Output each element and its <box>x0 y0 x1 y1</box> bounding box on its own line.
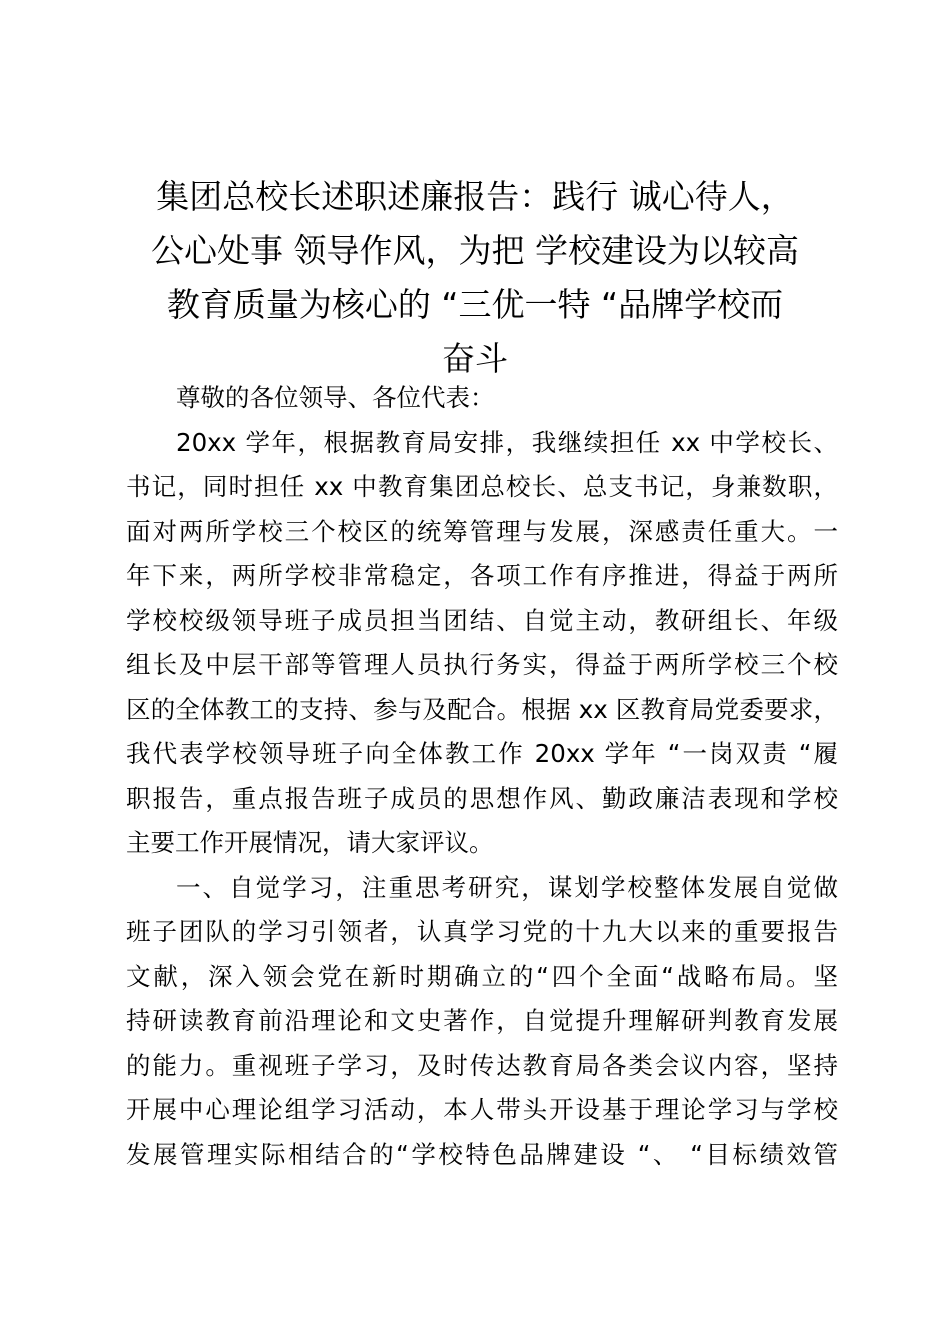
salutation-paragraph <box>126 376 838 421</box>
paragraph-2 <box>126 866 838 1178</box>
title-line: 公心处事 领导作风，为把 学校建设为以较高 <box>151 231 799 270</box>
salutation: 尊敬的各位领导、各位代表： <box>176 383 495 412</box>
title-line: 集团总校长述职述廉报告：践行 诚心待人， <box>156 177 794 216</box>
title-line: 教育质量为核心的 “三优一特 “品牌学校而 <box>166 285 784 324</box>
paragraph-line: 的能力。重视班子学习，及时传达教育局各类会议内容，坚持 <box>126 1050 838 1080</box>
paragraph-line: 组长及中层干部等管理人员执行务实，得益于两所学校三个校 <box>126 650 838 679</box>
paragraph-1 <box>126 421 838 866</box>
paragraph-line: 学校校级领导班子成员担当团结、自觉主动，教研组长、年级 <box>126 605 838 635</box>
paragraph-line: 区的全体教工的支持、参与及配合。根据 xx 区教育局党委要求， <box>126 694 838 724</box>
paragraph-line: 书记，同时担任 xx 中教育集团总校长、总支书记，身兼数职， <box>126 472 838 501</box>
paragraph-line: 职报告，重点报告班子成员的思想作风、勤政廉洁表现和学校 <box>126 783 838 813</box>
paragraph-line: 文献，深入领会党在新时期确立的“四个全面“战略布局。坚 <box>126 961 838 991</box>
paragraph-line: 发展管理实际相结合的“学校特色品牌建设 “、 “目标绩效管 <box>126 1139 838 1169</box>
paragraph-line: 主要工作开展情况，请大家评议。 <box>126 828 494 857</box>
paragraph-line: 一、自觉学习，注重思考研究，谋划学校整体发展自觉做 <box>176 872 838 902</box>
title-line: 奋斗 <box>442 339 508 378</box>
paragraph-line: 年下来，两所学校非常稳定，各项工作有序推进，得益于两所 <box>126 561 838 590</box>
paragraph-line: 班子团队的学习引领者，认真学习党的十九大以来的重要报告 <box>126 917 838 946</box>
paragraph-line: 面对两所学校三个校区的统筹管理与发展，深感责任重大。一 <box>126 516 838 546</box>
document-body <box>126 376 838 1177</box>
paragraph-line: 20xx 学年，根据教育局安排，我继续担任 xx 中学校长、 <box>176 427 838 457</box>
document-title <box>118 170 832 386</box>
paragraph-line: 持研读教育前沿理论和文史著作，自觉提升理解研判教育发展 <box>126 1006 838 1035</box>
paragraph-line: 我代表学校领导班子向全体教工作 20xx 学年 “一岗双责 “履 <box>126 739 838 768</box>
paragraph-line: 开展中心理论组学习活动，本人带头开设基于理论学习与学校 <box>126 1095 838 1124</box>
